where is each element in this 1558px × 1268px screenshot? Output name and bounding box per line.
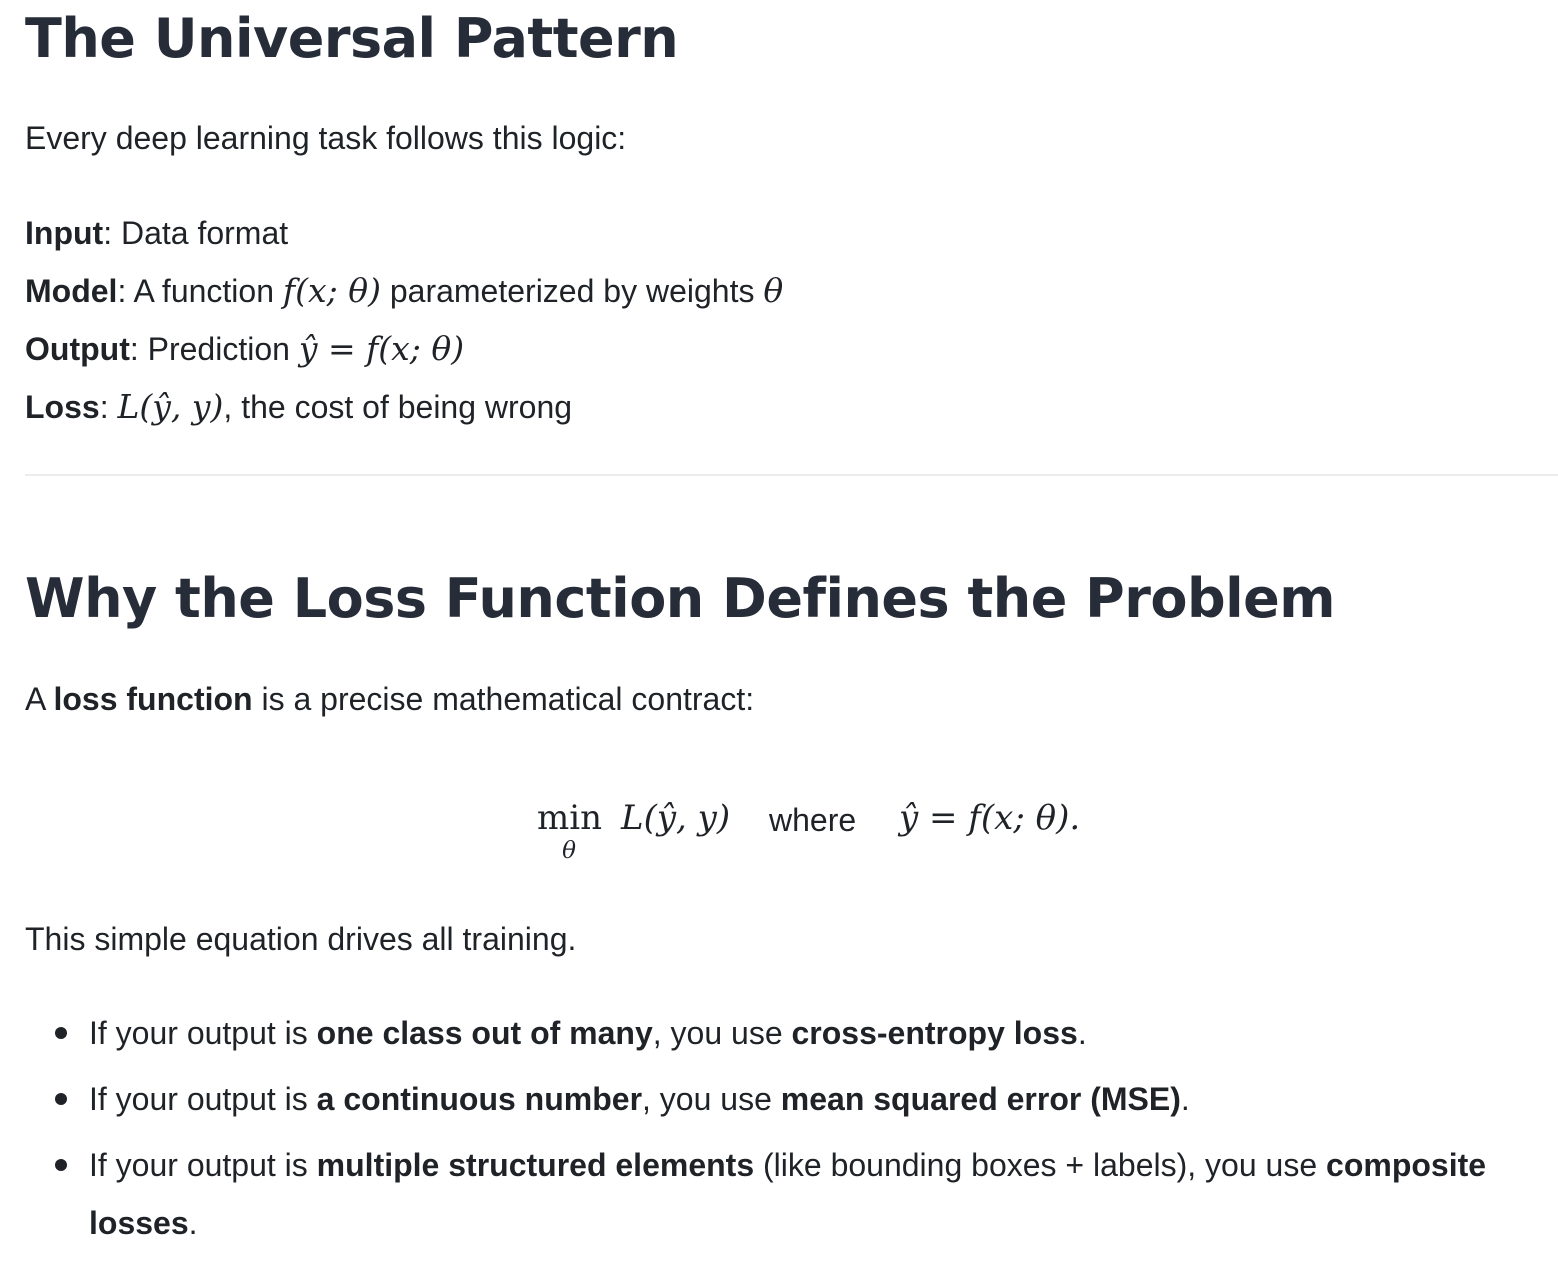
item-output: Output: Prediction ŷ = f(x; θ) <box>25 329 465 368</box>
equation-subscript: θ <box>562 838 576 864</box>
item-output-label: Output <box>25 331 130 367</box>
bullet-icon <box>55 1093 67 1105</box>
weights-symbol: θ <box>763 271 784 310</box>
bullet-icon <box>55 1027 67 1039</box>
summary-paragraph: This simple equation drives all training. <box>25 921 577 957</box>
item-input-text: Data format <box>120 215 289 251</box>
item-input: Input: Data format <box>25 215 289 251</box>
item-model: Model: A function f(x; θ) parameterized by weights θ <box>25 271 784 310</box>
heading-universal-pattern: The Universal Pattern <box>25 7 679 70</box>
item-model-label: Model <box>25 273 118 309</box>
equation-constraint: ŷ = f(x; θ). <box>899 798 1081 838</box>
item-loss-label: Loss <box>25 389 100 425</box>
display-equation <box>537 798 1157 878</box>
list-item: If your output is a continuous number, you use mean squared error (MSE). <box>55 1070 1535 1128</box>
loss-choice-list <box>55 1004 1535 1260</box>
item-input-label: Input <box>25 215 104 251</box>
horizontal-divider <box>25 474 1558 476</box>
loss-formula: L(ŷ, y) <box>117 387 224 426</box>
equation-min-operator: min <box>537 798 603 838</box>
list-item: If your output is multiple structured elements (like bounding boxes + labels), you use composite losses. <box>55 1136 1535 1252</box>
output-formula: ŷ = f(x; θ) <box>298 329 465 368</box>
equation-objective: L(ŷ, y) <box>621 798 731 838</box>
bullet-icon <box>55 1159 67 1171</box>
model-formula: f(x; θ) <box>282 271 381 310</box>
heading-loss-function: Why the Loss Function Defines the Problem <box>25 567 1336 630</box>
list-item: If your output is one class out of many, you use cross-entropy loss. <box>55 1004 1535 1062</box>
equation-where: where <box>769 802 857 838</box>
intro-paragraph: Every deep learning task follows this logic: <box>25 120 627 156</box>
item-loss: Loss: L(ŷ, y), the cost of being wrong <box>25 387 573 426</box>
loss-function-term: loss function <box>53 681 253 717</box>
loss-intro-paragraph: A loss function is a precise mathematical contract: <box>25 681 755 717</box>
